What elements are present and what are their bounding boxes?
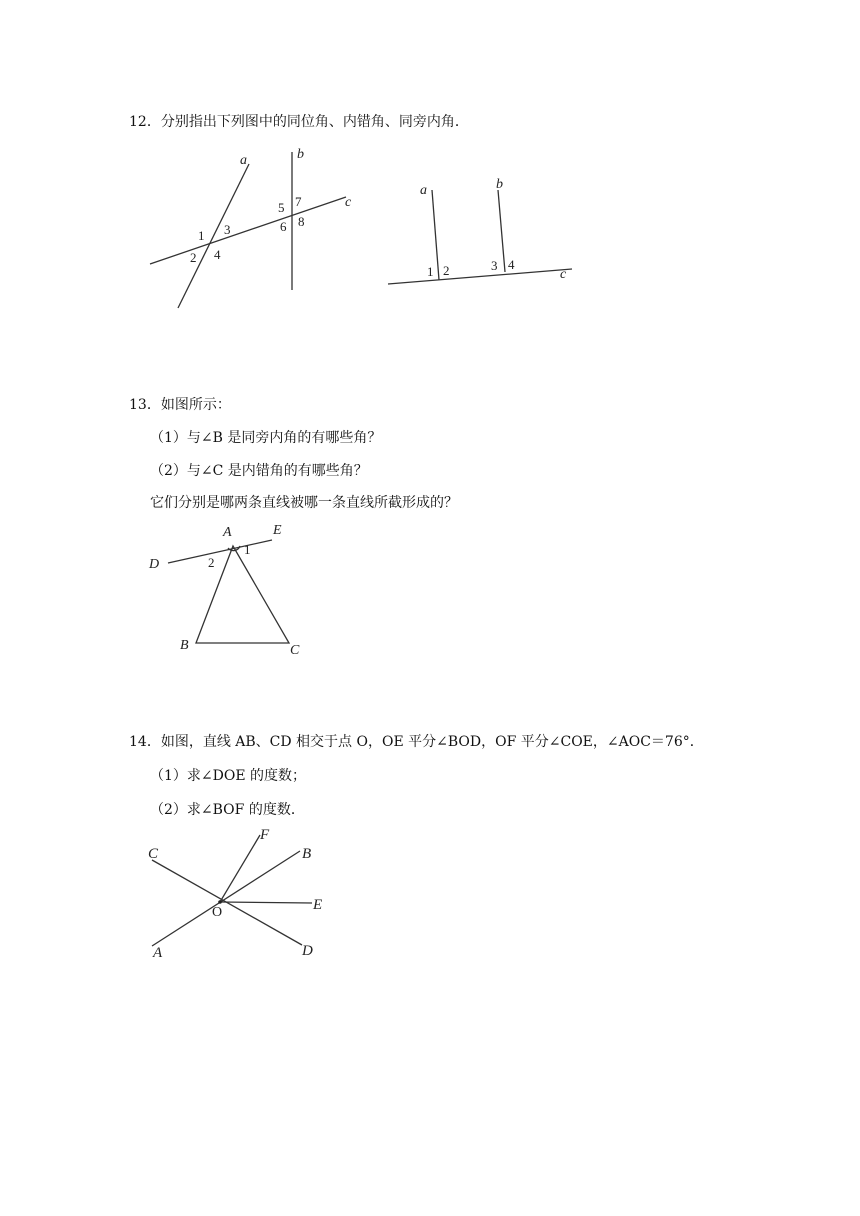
label-d: D — [149, 557, 160, 572]
angle-5: 5 — [278, 200, 285, 215]
label-b: b — [496, 177, 503, 192]
label-c: c — [345, 195, 352, 210]
label-a: a — [420, 183, 427, 198]
label-c: c — [560, 267, 567, 282]
q14-part-2: （2）求∠BOF 的度数． — [150, 802, 305, 818]
label-o: O — [212, 905, 223, 920]
q14-part-1: （1）求∠DOE 的度数； — [150, 768, 307, 784]
label-a: A — [223, 525, 232, 540]
point-o — [218, 900, 222, 904]
angle-1: 1 — [427, 264, 434, 279]
q12-figure-1 — [140, 142, 380, 312]
ray-of — [220, 835, 260, 902]
q12-text: 12．分别指出下列图中的同位角、内错角、同旁内角． — [129, 114, 469, 130]
line-c — [150, 197, 346, 264]
label-b: b — [297, 147, 304, 162]
angle-6: 6 — [280, 219, 287, 234]
q12-figure-2 — [380, 172, 590, 302]
q13-part-1: （1）与∠B 是同旁内角的有哪些角？ — [150, 430, 382, 446]
line-a — [178, 164, 249, 308]
q14-text: 14．如图，直线 AB、CD 相交于点 O，OE 平分∠BOD，OF 平分∠COE，∠AOC＝76°． — [129, 734, 704, 750]
q13-part-3: 它们分别是哪两条直线被哪一条直线所截形成的？ — [150, 495, 458, 511]
line-b — [498, 190, 505, 272]
label-e: E — [273, 523, 282, 538]
label-d: D — [302, 943, 313, 959]
angle-7: 7 — [295, 194, 302, 209]
angle-2: 2 — [443, 263, 450, 278]
label-a: a — [240, 153, 247, 168]
label-b: B — [180, 638, 189, 653]
q13-part-2: （2）与∠C 是内错角的有哪些角？ — [150, 463, 368, 479]
line-c — [388, 269, 572, 284]
angle-3: 3 — [491, 258, 498, 273]
angle-4: 4 — [214, 247, 221, 262]
angle-8: 8 — [298, 214, 305, 229]
label-f: F — [260, 827, 270, 843]
angle-3: 3 — [224, 222, 231, 237]
label-c: C — [290, 643, 300, 658]
ray-oe — [220, 902, 312, 903]
angle-4: 4 — [508, 257, 515, 272]
angle-2: 2 — [190, 250, 197, 265]
q14-figure — [140, 825, 340, 965]
q13-text: 13．如图所示： — [129, 397, 231, 413]
angle-1: 1 — [244, 542, 251, 557]
label-b: B — [302, 846, 312, 862]
line-de — [168, 540, 272, 563]
label-c: C — [148, 846, 159, 862]
label-e: E — [313, 897, 323, 913]
angle-1: 1 — [198, 228, 205, 243]
label-a: A — [153, 945, 163, 961]
q13-figure — [140, 518, 310, 658]
angle-2: 2 — [208, 555, 215, 570]
